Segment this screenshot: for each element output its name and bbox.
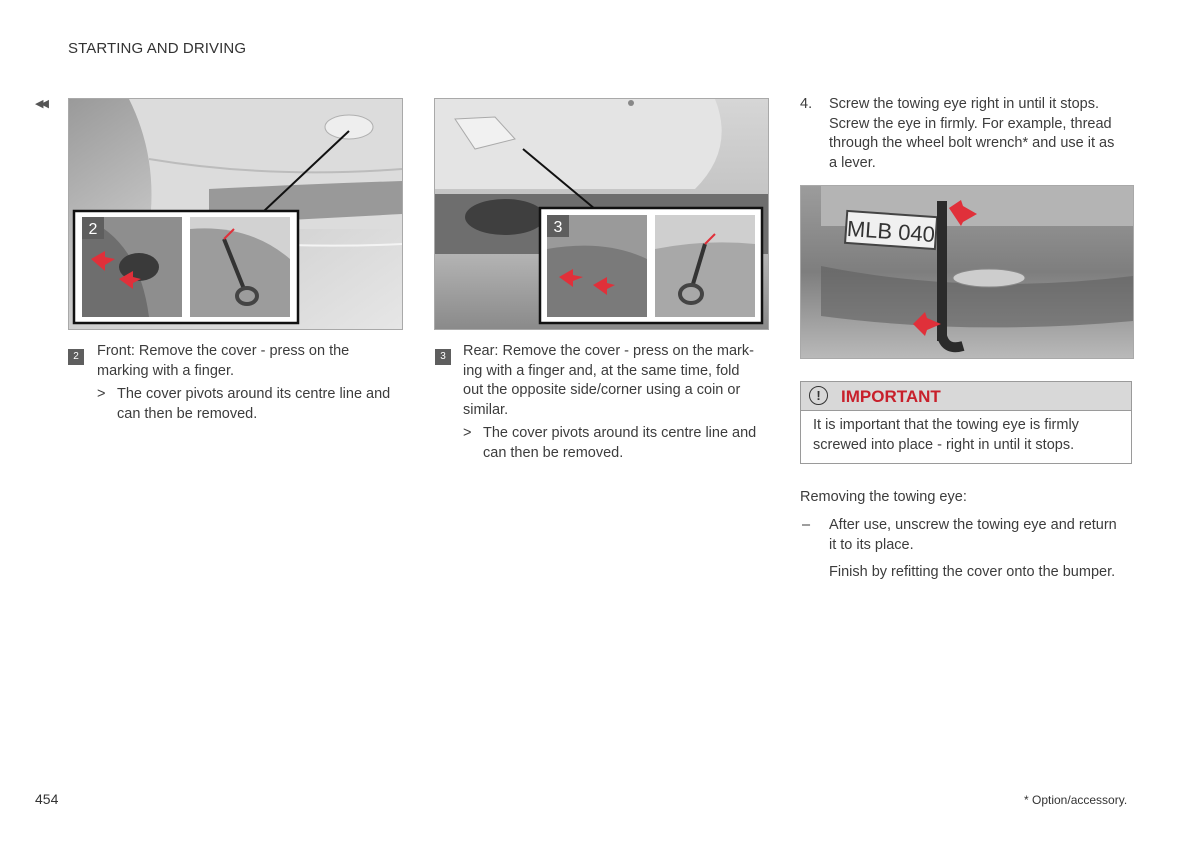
rear-line-4: similar.: [463, 401, 509, 418]
rear-line-1: Rear: Remove the cover - press on the mark-: [463, 343, 754, 359]
front-instruction: [97, 342, 407, 381]
front-result-line-2: can then be removed.: [117, 405, 258, 422]
removal-line-1: After use, unscrew the towing eye and return: [829, 517, 1117, 533]
removal-instruction: [829, 516, 1139, 555]
step-4-number: 4.: [800, 96, 813, 112]
exclamation-circle-icon: !: [809, 386, 828, 405]
rear-inset-number: 3: [553, 219, 563, 236]
front-line-1: Front: Remove the cover - press on the: [97, 343, 350, 359]
removal-finish: Finish by refitting the cover onto the bumper.: [829, 564, 1116, 580]
towing-eye-photo: [801, 186, 1133, 358]
rear-line-2: ing with a finger and, at the same time, fold: [463, 362, 740, 379]
double-left-arrow-icon[interactable]: ◀◀: [35, 98, 46, 110]
screw-line-2: Screw the eye in firmly. For example, thread: [829, 115, 1112, 132]
rear-line-3: out the opposite side/corner using a coin or: [463, 382, 741, 398]
front-line-2: marking with a finger.: [97, 362, 235, 379]
removal-line-2: it to its place.: [829, 536, 914, 553]
important-text: [813, 416, 1123, 455]
rear-result: [463, 424, 773, 463]
footnote: * Option/accessory.: [1024, 793, 1128, 807]
important-line-1: It is important that the towing eye is firmly: [813, 417, 1079, 433]
important-line-2: screwed into place - right in until it stops.: [813, 436, 1075, 453]
front-result: [97, 385, 407, 424]
towing-eye-figure: [800, 185, 1134, 359]
screw-line-1: Screw the towing eye right in until it stops.: [829, 96, 1099, 112]
page-number: 454: [35, 791, 59, 807]
rear-bumper-figure: [434, 98, 769, 330]
result-marker: >: [463, 425, 472, 441]
step-badge-3: 3: [435, 349, 451, 365]
front-inset-number: 2: [88, 221, 98, 238]
section-title: STARTING AND DRIVING: [68, 40, 247, 57]
rear-result-line-1: The cover pivots around its centre line and: [483, 425, 757, 441]
step-badge-2: 2: [68, 349, 84, 365]
front-result-line-1: The cover pivots around its centre line and: [117, 386, 391, 402]
important-notice: [800, 381, 1132, 464]
removal-heading: Removing the towing eye:: [800, 489, 967, 505]
rear-instruction: [463, 342, 773, 420]
rear-result-line-2: can then be removed.: [483, 444, 624, 461]
important-header: [801, 382, 1131, 411]
front-bumper-photo: [69, 99, 402, 329]
step-4-instruction: [829, 95, 1139, 173]
front-bumper-figure: [68, 98, 403, 330]
rear-bumper-photo: [435, 99, 768, 329]
screw-line-4: a lever.: [829, 154, 876, 171]
license-plate-text: MLB 040: [846, 215, 936, 248]
screw-line-3: through the wheel bolt wrench* and use it as: [829, 135, 1115, 151]
removal-dash: –: [802, 517, 811, 533]
important-title: IMPORTANT: [841, 387, 941, 406]
result-marker: >: [97, 386, 106, 402]
